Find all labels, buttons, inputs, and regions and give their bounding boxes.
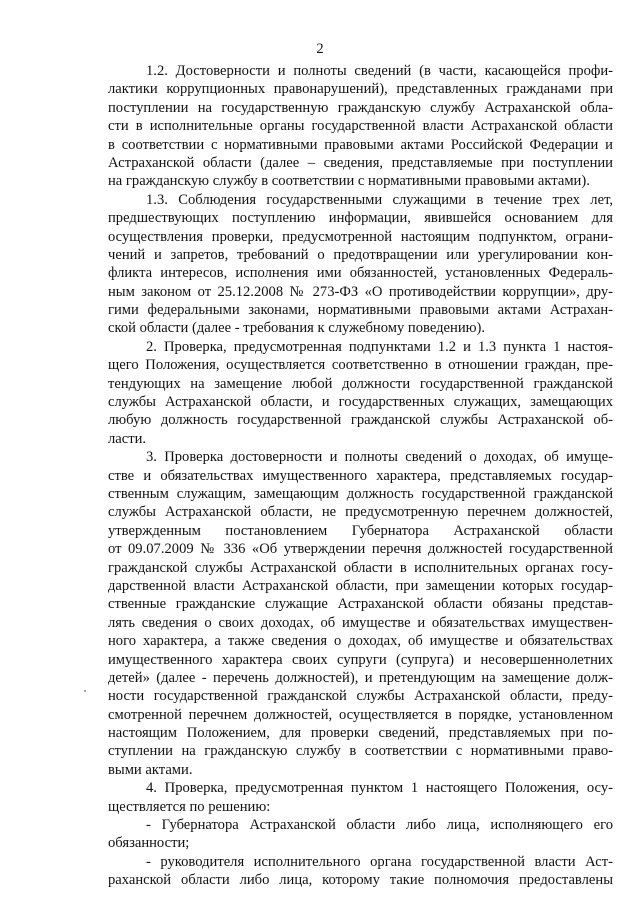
text-line: ного характера, а также сведения о доходах, об имуществе и обязательствах [108, 633, 613, 650]
text-line: 2. Проверка, предусмотренная подпунктами 1.2 и 1.3 пункта 1 настоя- [146, 338, 613, 355]
text-line: раханской области либо лица, которому такие полномочия предоставлены [108, 872, 613, 889]
text-line: выми актами. [108, 761, 193, 778]
text-line: службы Астраханской области, не предусмотренную перечнем должностей, [108, 504, 613, 521]
text-line: обязанности; [108, 835, 190, 852]
text-line: Астраханской области (далее – сведения, представляемые при поступлении [108, 154, 613, 171]
text-line: тендующих на замещение любой должности государственной гражданской [108, 375, 613, 392]
text-line: предшествующих поступлению информации, явившейся основанием для [108, 210, 613, 227]
text-line: 1.3. Соблюдения государственными служащими в течение трех лет, [146, 191, 613, 208]
text-line: в соответствии с нормативными правовыми актами Российской Федерации и [108, 136, 613, 153]
document-body [108, 62, 613, 890]
text-line: настоящим Положением, для проверки сведений, представляемых при по- [108, 725, 613, 742]
text-line: сти в исполнительные органы государственной власти Астраханской области [108, 118, 613, 135]
text-line: гражданской службы Астраханской области в исполнительных органах госу- [108, 559, 613, 576]
scan-speck [84, 690, 86, 692]
page-number: 2 [316, 41, 324, 57]
text-line: ным законом от 25.12.2008 № 273-ФЗ «О противодействии коррупции», дру- [108, 283, 613, 300]
text-line: дарственной власти Астраханской области, при замещении которых государ- [108, 577, 613, 594]
text-line: - руководителя исполнительного органа государственной власти Аст- [146, 853, 613, 870]
text-line: ществляется по решению: [108, 798, 271, 815]
text-line: детей» (далее - перечень должностей), и претендующим на замещение долж- [108, 669, 613, 686]
text-line: осуществления проверки, предусмотренной настоящим подпунктом, ограни- [108, 228, 613, 245]
text-line: ственным служащим, замещающим должность государственной гражданской [108, 485, 613, 502]
text-line: на гражданскую службу в соответствии с нормативными правовыми актами). [108, 173, 590, 190]
text-line: ступлении на гражданскую службу в соответствии с нормативными право- [108, 743, 613, 760]
text-line: лактики коррупционных правонарушений), представленных гражданами при [108, 81, 613, 98]
text-line: любую должность государственной гражданской службы Астраханской об- [108, 412, 613, 429]
text-line: 1.2. Достоверности и полноты сведений (в части, касающейся профи- [146, 63, 613, 79]
text-line: ственные гражданские служащие Астраханской области обязаны представ- [108, 596, 613, 613]
text-line: - Губернатора Астраханской области либо лица, исполняющего его [146, 817, 613, 834]
text-line: службы Астраханской области, и государственных служащих, замещающих [108, 394, 613, 411]
text-line: утвержденным постановлением Губернатора Астраханской области [108, 522, 613, 539]
text-line: ласти. [108, 430, 147, 447]
text-line: ности государственной гражданской службы Астраханской области, преду- [108, 688, 613, 705]
text-line: смотренной перечнем должностей, осуществляется в порядке, установленном [108, 706, 613, 723]
text-line: чений и запретов, требований о предотвращении или урегулировании кон- [108, 246, 613, 263]
text-line: ской области (далее - требования к служебному поведению). [108, 320, 486, 337]
text-line: имущественного характера своих супруги (супруга) и несовершеннолетних [108, 651, 613, 668]
text-line: стве и обязательствах имущественного характера, представляемых государ- [108, 467, 613, 484]
text-line: 4. Проверка, предусмотренная пунктом 1 настоящего Положения, осу- [146, 780, 613, 797]
text-line: фликта интересов, исполнения ими обязанностей, установленных Федераль- [108, 265, 613, 282]
text-line: 3. Проверка достоверности и полноты сведений о доходах, об имуще- [146, 449, 613, 466]
text-line: от 09.07.2009 № 336 «Об утверждении перечня должностей государственной [108, 541, 613, 558]
text-line: поступлении на государственную гражданскую службу Астраханской обла- [108, 99, 613, 116]
text-line: щего Положения, осуществляется соответственно в отношении граждан, пре- [108, 357, 613, 374]
text-line: гими федеральными законами, нормативными правовыми актами Астрахан- [108, 302, 613, 319]
text-line: лять сведения о своих доходах, об имуществе и обязательствах имуществен- [108, 614, 613, 631]
